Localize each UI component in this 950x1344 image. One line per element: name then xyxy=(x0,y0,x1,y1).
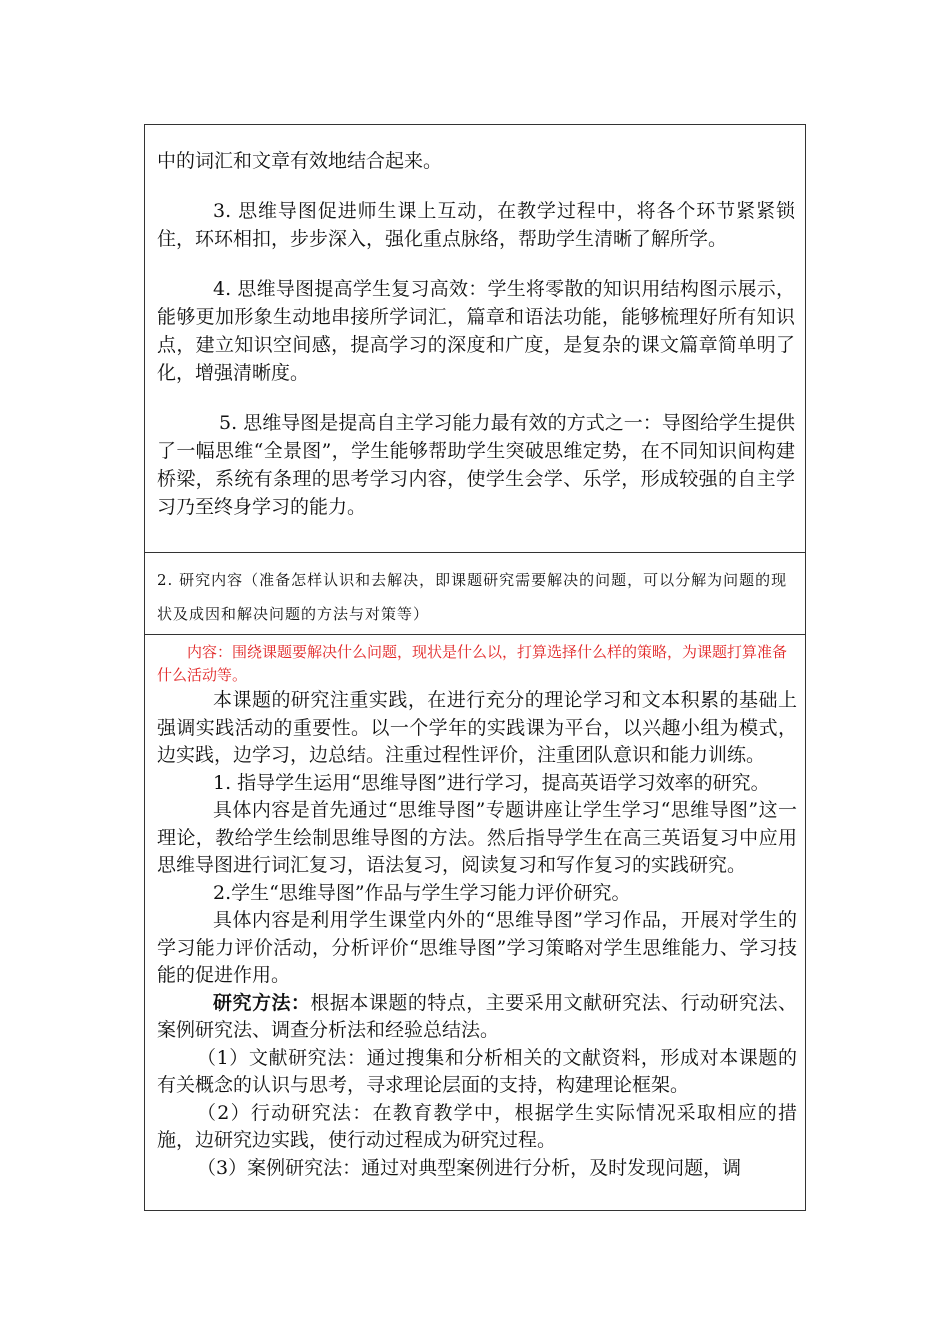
paragraph-point-3: 3. 思维导图促进师生课上互动，在教学过程中，将各个环节紧紧锁住，环环相扣，步步深入，强化重点脉络，帮助学生清晰了解所学。 xyxy=(157,200,795,250)
paragraph-point-4: 4. 思维导图提高学生复习高效：学生将零散的知识用结构图示展示，能够更加形象生动地串接所学词汇，篇章和语法功能，能够梳理好所有知识点，建立知识空间感，提高学习的深度和广度，是复杂的课文篇章简单明了化，增强清晰度。 xyxy=(157,278,795,384)
paragraph-point-5: 5. 思维导图是提高自主学习能力最有效的方式之一：导图给学生提供了一幅思维“全景图”，学生能够帮助学生突破思维定势，在不同知识间构建桥梁，系统有条理的思考学习内容，使学生会学、乐学，形成较强的自主学习乃至终身学习的能力。 xyxy=(157,412,795,518)
paragraph-item-1-detail: 具体内容是首先通过“思维导图”专题讲座让学生学习“思维导图”这一理论，教给学生绘制思维导图的方法。然后指导学生在高三英语复习中应用思维导图进行词汇复习，语法复习，阅读复习和写作复习的实践研究。 xyxy=(157,799,797,876)
instruction-note: 内容：围绕课题要解决什么问题，现状是什么以，打算选择什么样的策略，为课题打算准备什么活动等。 xyxy=(157,643,788,684)
paragraph-method-1: （1）文献研究法：通过搜集和分析相关的文献资料，形成对本课题的有关概念的认识与思考，寻求理论层面的支持，构建理论框架。 xyxy=(157,1046,797,1096)
section-heading: 2. 研究内容（准备怎样认识和去解决，即课题研究需要解决的问题，可以分解为问题的现状及成因和解决问题的方法与对策等） xyxy=(157,571,788,623)
paragraph-methods xyxy=(157,990,797,1045)
paragraph-continuation: 中的词汇和文章有效地结合起来。 xyxy=(157,150,443,172)
paragraph-method-3: （3）案例研究法：通过对典型案例进行分析，及时发现问题，调 xyxy=(197,1156,742,1179)
table-cell-research-content xyxy=(145,635,805,1210)
document-table xyxy=(144,124,806,1211)
paragraph-item-1: 1. 指导学生运用“思维导图”进行学习，提高英语学习效率的研究。 xyxy=(213,771,770,794)
table-cell-section-heading xyxy=(145,553,805,635)
methods-label: 研究方法： xyxy=(213,991,311,1014)
paragraph-method-2: （2）行动研究法：在教育教学中，根据学生实际情况采取相应的措施，边研究边实践，使行动过程成为研究过程。 xyxy=(157,1101,797,1151)
paragraph-item-2-detail: 具体内容是利用学生课堂内外的“思维导图”学习作品，开展对学生的学习能力评价活动，分析评价“思维导图”学习策略对学生思维能力、学习技能的促进作用。 xyxy=(157,909,797,986)
paragraph-item-2: 2.学生“思维导图”作品与学生学习能力评价研究。 xyxy=(213,881,631,904)
table-cell-benefits xyxy=(145,125,805,553)
paragraph-intro: 本课题的研究注重实践，在进行充分的理论学习和文本积累的基础上强调实践活动的重要性。以一个学年的实践课为平台，以兴趣小组为模式，边实践，边学习，边总结。注重过程性评价，注重团队意识和能力训练。 xyxy=(157,689,797,766)
methods-text: 根据本课题的特点，主要采用文献研究法、行动研究法、案例研究法、调查分析法和经验总结法。 xyxy=(157,991,797,1041)
